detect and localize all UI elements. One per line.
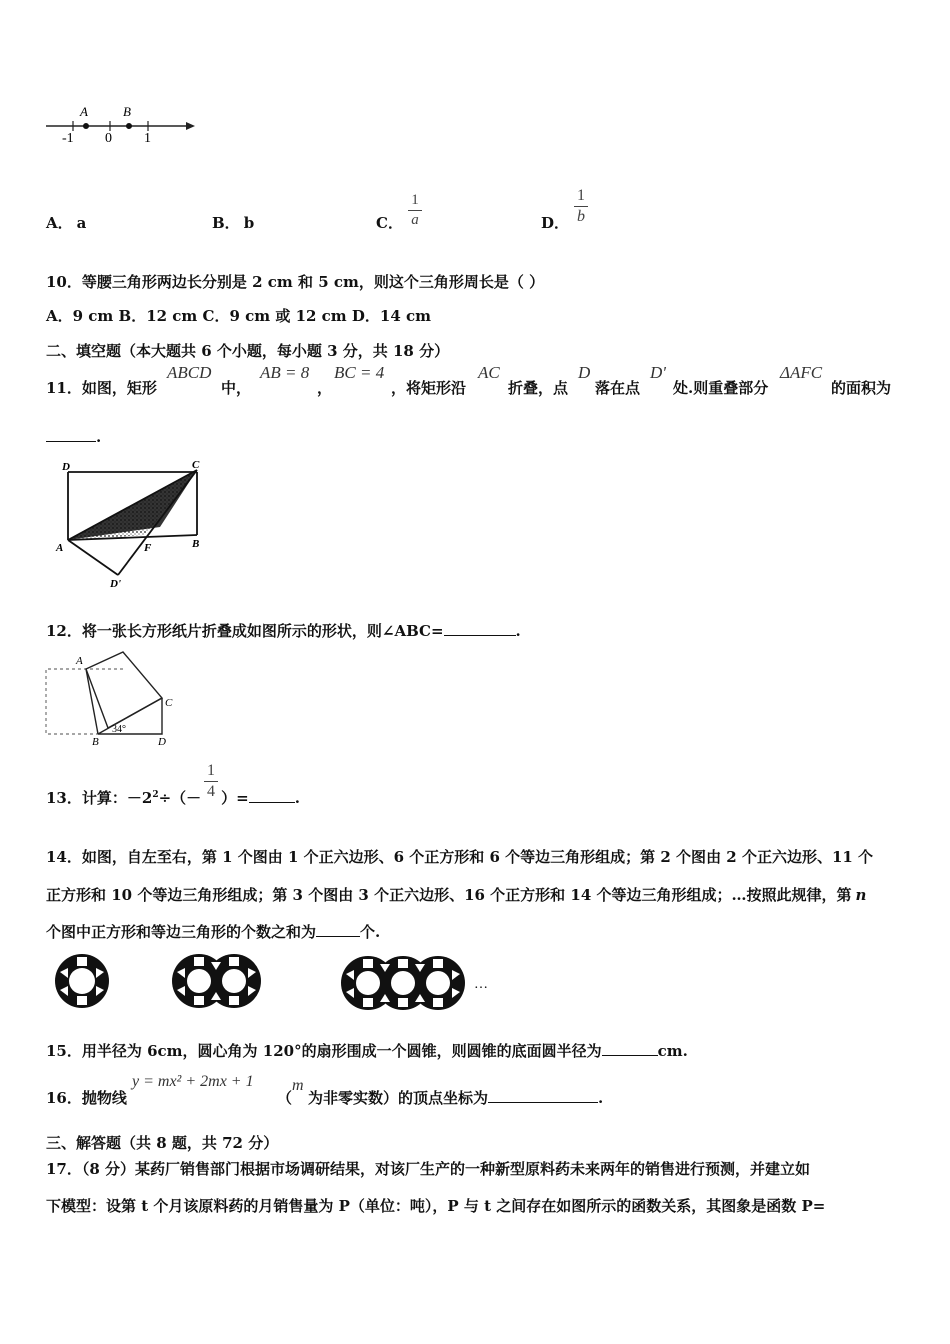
fold-line [98, 698, 162, 734]
number-line-figure [40, 100, 210, 150]
label-b: B [123, 104, 131, 119]
q9-option-a: A． a [46, 214, 87, 232]
q10-options: A．9 cm B．12 cm C．9 cm 或 12 cm D．14 cm [46, 307, 432, 325]
label-b: B [92, 736, 99, 748]
pattern-figure-3 [341, 956, 465, 1010]
label-d: D [62, 461, 70, 473]
point-b [126, 123, 132, 129]
q11-answer-blank[interactable] [46, 441, 96, 442]
q14-line-1: 14．如图，自左至右，第 1 个图由 1 个正六边形、6 个正方形和 6 个等边三角形组成；第 2 个图由 2 个正六边形、11 个 [46, 848, 874, 866]
q11-math-ab: AB = 8 [260, 363, 310, 382]
label-c: C [165, 697, 173, 709]
q13-answer-blank[interactable] [249, 802, 295, 803]
q10-stem: 10．等腰三角形两边长分别是 2 cm 和 5 cm，则这个三角形周长是（ ） [46, 273, 545, 291]
tick-label-neg1: -1 [62, 131, 74, 146]
label-f: F [144, 542, 152, 554]
q13-text: 13．计算：$-2^2\div(-$ ）= . [46, 789, 300, 807]
label-a: A [76, 655, 83, 667]
q9-option-b: B． b [212, 214, 255, 232]
label-a: A [56, 542, 64, 554]
q11-text-5: 折叠，点 [508, 379, 569, 397]
q15-text: 15．用半径为 6cm，圆心角为 120°的扇形围成一个圆锥，则圆锥的底面圆半径为 cm. [46, 1042, 688, 1060]
q14-answer-blank[interactable] [316, 936, 360, 937]
q16-math-m: m [292, 1077, 304, 1094]
q11-math-ac: AC [478, 363, 500, 382]
q16-text-3: 为非零实数）的顶点坐标为 . [308, 1089, 604, 1107]
q16-text-1: 16．抛物线 [46, 1089, 127, 1107]
q17-line-1: 17．（8 分）某药厂销售部门根据市场调研结果，对该厂生产的一种新型原料药未来两年的销售进行预测，并建立如 [46, 1160, 811, 1178]
fold-crease-ab [86, 669, 98, 734]
q14-line-2: 正方形和 10 个等边三角形组成；第 3 个图由 3 个正六边形、16 个正方形和 14 个等边三角形组成；…按照此规律，第 n [46, 886, 867, 904]
q9-option-d-letter: D． [541, 214, 570, 232]
folded-flap [86, 652, 162, 728]
q14-line-3: 个图中正方形和等边三角形的个数之和为 个. [46, 923, 381, 941]
q14-pattern-figures [50, 948, 490, 1018]
pattern-figure-2 [172, 954, 261, 1008]
label-d: D [158, 736, 166, 748]
pattern-ellipsis: … [474, 977, 488, 992]
q11-answer-line: . [46, 428, 101, 446]
q11-text-1: 11．如图，矩形 [46, 379, 157, 397]
q11-rectangle-figure [52, 455, 212, 595]
label-d-prime: D' [110, 578, 121, 590]
q15-answer-blank[interactable] [602, 1055, 658, 1056]
q12-folded-paper-figure [40, 648, 190, 748]
label-a: A [80, 104, 88, 119]
edge-ad-prime [68, 540, 118, 575]
label-angle-34: 34° [112, 724, 126, 735]
q13-fraction: 1 4 [204, 762, 218, 801]
q11-math-abcd: ABCD [167, 363, 212, 382]
q11-math-bc: BC = 4 [334, 363, 385, 382]
q11-text-6: 落在点 [595, 379, 641, 397]
tick-label-1: 1 [144, 131, 151, 146]
section3-heading: 三、解答题（共 8 题，共 72 分） [46, 1134, 279, 1152]
q11-math-dprime: D' [650, 363, 666, 382]
q9-option-c-fraction: 1 a [408, 192, 422, 229]
q12-answer-blank[interactable] [444, 635, 516, 636]
q16-text-2: （ [277, 1089, 293, 1107]
q9-option-d-fraction: 1 b [574, 187, 588, 226]
q11-text-2: 中， [221, 379, 252, 397]
q11-text-4: ，将矩形沿 [391, 379, 467, 397]
section2-heading: 二、填空题（本大题共 6 个小题，每小题 3 分，共 18 分） [46, 342, 450, 360]
number-line-arrow [186, 122, 195, 130]
q9-option-c-letter: C． [376, 214, 403, 232]
pattern-figure-1 [55, 954, 109, 1008]
point-a [83, 123, 89, 129]
q16-answer-blank[interactable] [488, 1102, 598, 1103]
q17-line-2: 下模型：设第 t 个月该原料药的月销售量为 P（单位：吨），P 与 t 之间存在如图所示的函数关系，其图象是函数 P= [46, 1197, 826, 1215]
tick-label-0: 0 [105, 131, 112, 146]
label-c: C [192, 459, 200, 471]
q11-text-3: ， [317, 379, 333, 397]
q11-math-d: D [578, 363, 591, 382]
q12-text: 12．将一张长方形纸片折叠成如图所示的形状，则∠ABC= . [46, 622, 521, 640]
label-b: B [192, 538, 200, 550]
q11-math-afc: ΔAFC [780, 363, 823, 382]
q16-formula: y = mx² + 2mx + 1 [132, 1073, 254, 1090]
q11-text-7: 处.则重叠部分 [673, 379, 769, 397]
q11-text-8: 的面积为 [831, 379, 892, 397]
